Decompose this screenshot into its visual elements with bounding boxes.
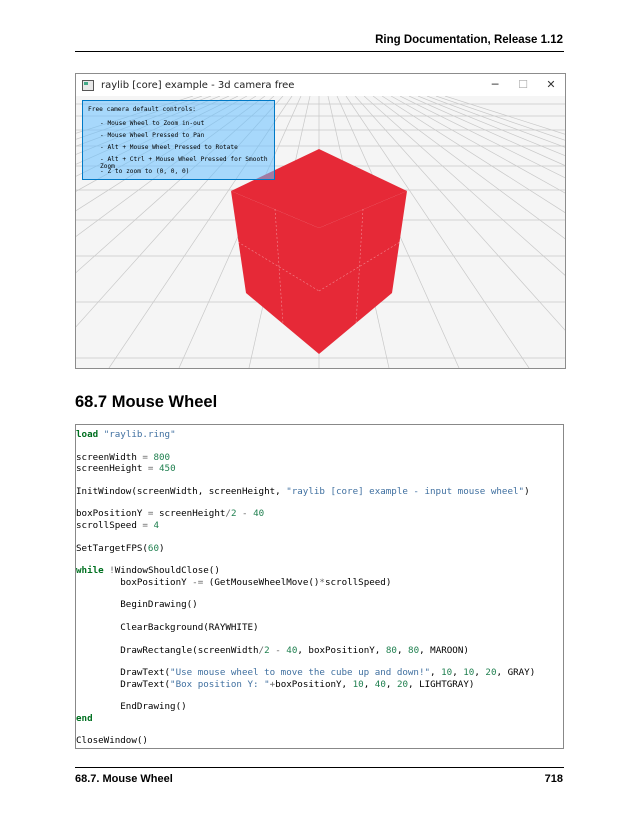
code-token: , (363, 678, 375, 690)
code-token: ClearBackground(RAYWHITE) (76, 621, 259, 633)
running-header: Ring Documentation, Release 1.12 (375, 34, 563, 46)
code-token: * (319, 576, 325, 588)
code-token: load (76, 429, 99, 440)
code-token: 40 (286, 644, 298, 656)
code-token: 2 (264, 644, 270, 656)
code-line (76, 622, 259, 634)
controls-line: - Alt + Ctrl + Mouse Wheel Pressed for Smooth Zoom (100, 156, 268, 170)
minimize-icon[interactable]: ─ (491, 78, 499, 91)
code-token: = (147, 508, 154, 520)
screenshot-window (75, 73, 566, 369)
code-token: + (269, 678, 276, 690)
code-token: BeginDrawing() (76, 599, 198, 611)
code-token: - (275, 644, 281, 656)
code-token: / (258, 644, 265, 656)
code-token: 80 (385, 644, 397, 656)
controls-line: - Alt + Mouse Wheel Pressed to Rotate (100, 144, 238, 151)
code-token: "raylib [core] example - input mouse wheel" (286, 485, 525, 497)
code-token: = (142, 519, 148, 531)
code-token: , boxPositionY, (297, 644, 386, 656)
code-token: - (242, 508, 248, 520)
grid-line (427, 96, 565, 368)
footer-rule (75, 767, 564, 768)
code-token: 80 (408, 644, 420, 656)
code-token: , GRAY) (496, 667, 536, 679)
code-line (76, 713, 93, 725)
code-line (76, 735, 148, 747)
code-token: 4 (153, 519, 160, 531)
code-token: boxPositionY (76, 508, 148, 520)
code-token: (GetMouseWheelMove() (203, 576, 320, 588)
code-token: 10 (352, 678, 364, 690)
code-token: InitWindow(screenWidth, screenHeight, (76, 485, 287, 497)
code-line (76, 463, 176, 475)
code-token: 40 (374, 678, 386, 690)
code-line (76, 645, 469, 657)
code-token: scrollSpeed (76, 519, 143, 531)
close-icon[interactable]: ✕ (546, 78, 556, 91)
window-title: raylib [core] example - 3d camera free (101, 79, 295, 91)
code-line (76, 486, 530, 498)
code-line (76, 599, 198, 611)
window-controls (481, 74, 565, 96)
code-token: DrawText( (76, 667, 171, 679)
code-token: , (396, 644, 409, 656)
controls-line: - Mouse Wheel to Zoom in-out (100, 120, 205, 127)
maximize-icon[interactable]: ☐ (518, 78, 528, 91)
code-token: , MAROON) (419, 644, 469, 656)
code-token: CloseWindow() (76, 735, 148, 747)
code-line (76, 543, 165, 555)
code-token: 10 (463, 667, 475, 679)
code-token: ) (524, 485, 530, 497)
code-token: EndDrawing() (76, 701, 187, 713)
code-token: screenHeight (153, 508, 226, 520)
code-token: 450 (159, 463, 176, 475)
code-token: = (142, 451, 148, 463)
code-token: while (76, 565, 104, 577)
grid-line (418, 96, 565, 368)
header-rule (75, 51, 564, 52)
code-token: ) (159, 542, 165, 554)
code-token: , (474, 667, 486, 679)
code-line (76, 429, 176, 441)
code-line (76, 565, 220, 577)
controls-line: - Z to zoom to (0, 0, 0) (100, 168, 190, 175)
section-number: 68.7 (75, 393, 108, 411)
code-token: "raylib.ring" (103, 429, 176, 440)
app-icon (82, 80, 94, 91)
code-token: WindowShouldClose() (114, 565, 220, 577)
code-token: DrawRectangle(screenWidth (76, 644, 259, 656)
code-token: "Box position Y: " (170, 678, 270, 690)
code-token: 60 (147, 542, 159, 554)
code-token: boxPositionY (76, 576, 193, 588)
code-token: 20 (485, 667, 497, 679)
code-token: -= (192, 576, 204, 588)
code-token: SetTargetFPS( (76, 542, 148, 554)
code-line (76, 577, 391, 589)
code-token: boxPositionY, (275, 678, 353, 690)
page-number: 718 (544, 773, 563, 785)
grid-line (400, 96, 565, 368)
section-title: Mouse Wheel (111, 393, 218, 411)
code-token: DrawText( (76, 678, 171, 690)
code-token: ! (109, 565, 115, 577)
controls-line: - Mouse Wheel Pressed to Pan (100, 132, 205, 139)
code-token: = (147, 463, 154, 475)
code-token: , LIGHTGRAY) (408, 678, 475, 690)
code-token: 20 (396, 678, 409, 690)
code-line (76, 667, 535, 679)
code-token: screenWidth (76, 451, 143, 463)
code-line (76, 508, 264, 520)
code-token: "Use mouse wheel to move the cube up and down!" (170, 667, 431, 679)
code-token: / (225, 508, 231, 520)
code-token: scrollSpeed) (324, 576, 392, 588)
code-token: 10 (441, 667, 453, 679)
3d-scene (76, 96, 565, 368)
code-token: 800 (153, 451, 171, 463)
section-heading (75, 393, 217, 412)
footer-section: 68.7. Mouse Wheel (75, 773, 173, 785)
controls-title: Free camera default controls: (88, 106, 197, 113)
code-line (76, 701, 187, 713)
code-token: end (76, 712, 93, 724)
code-line (76, 520, 159, 532)
code-token: , (385, 678, 397, 690)
controls-panel (82, 100, 275, 180)
code-line (76, 679, 474, 691)
code-token: 2 (230, 508, 237, 520)
code-block (75, 424, 564, 749)
code-token: , (430, 667, 442, 679)
grid-line (445, 96, 565, 368)
grid-line (391, 96, 565, 368)
code-token: 40 (253, 508, 265, 520)
code-token: screenHeight (76, 463, 148, 475)
window-titlebar (76, 74, 565, 96)
code-line (76, 452, 170, 464)
code-token: , (452, 667, 464, 679)
grid-line (409, 96, 565, 368)
